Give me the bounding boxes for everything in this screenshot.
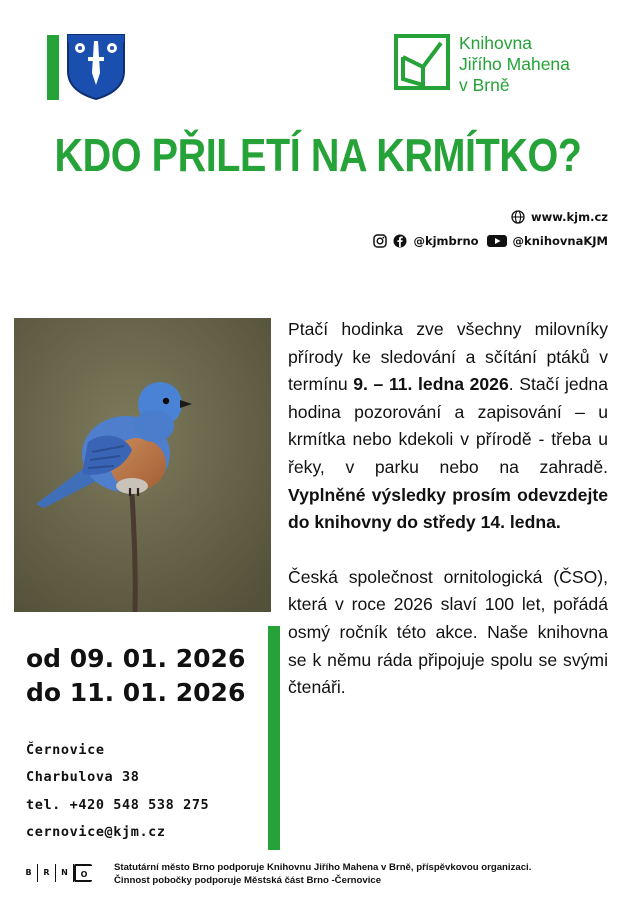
facebook-instagram-handle[interactable]: @kjmbrno [413, 234, 479, 248]
event-description [288, 316, 608, 729]
brno-letter: O [74, 864, 92, 882]
description-text: . Stačí jedna hodina pozorování a zapisování – u krmítka nebo kdekoli v přírodě - třeba u řeky, v parku nebo na zahradě. [288, 374, 608, 477]
youtube-icon[interactable] [487, 234, 507, 248]
contact-info [26, 737, 209, 846]
footer-line: Činnost pobočky podporuje Městská část Brno -Černovice [114, 875, 382, 886]
brno-letter: N [56, 864, 74, 882]
website-link[interactable]: www.kjm.cz [531, 210, 608, 224]
branch-name: Černovice [26, 742, 105, 758]
library-name-line: v Brně [459, 75, 510, 95]
description-paragraph [288, 316, 608, 537]
social-links [373, 208, 608, 256]
date-from: od 09. 01. 2026 [26, 644, 246, 673]
brno-letter: R [38, 864, 56, 882]
phone-number[interactable]: tel. +420 548 538 275 [26, 796, 210, 813]
footer-line: Statutární město Brno podporuje Knihovnu Jiřího Mahena v Brně, příspěvkovou organizaci. [114, 862, 532, 873]
email-address[interactable]: cernovice@kjm.cz [26, 823, 166, 840]
footer-note [114, 861, 531, 887]
date-to: do 11. 01. 2026 [26, 678, 246, 707]
coat-of-arms-icon [66, 33, 126, 101]
bird-image [14, 318, 271, 612]
event-dates [26, 642, 245, 710]
submission-notice: Vyplněné výsledky prosím odevzdejte do knihovny do středy 14. ledna. [288, 484, 608, 533]
street-address: Charbulova 38 [26, 769, 140, 786]
globe-icon [511, 210, 525, 224]
page-title: KDO PŘILETÍ NA KRMÍTKO? [54, 129, 582, 181]
brno-logo [20, 864, 92, 882]
description-paragraph: Česká společnost ornitologická (ČSO), která v roce 2026 slaví 100 let, pořádá osmý ročník této akce. Naše knihovna se k němu ráda připojuje spolu se svými čtenáři. [288, 566, 608, 698]
instagram-icon[interactable] [373, 234, 387, 248]
library-name [459, 33, 570, 96]
book-logo-icon [393, 33, 451, 91]
facebook-icon[interactable] [393, 234, 407, 248]
green-accent-bar [268, 626, 280, 850]
event-dates-inline: 9. – 11. ledna 2026 [353, 374, 509, 395]
library-name-line: Jiřího Mahena [459, 54, 570, 74]
brno-letter: B [20, 864, 38, 882]
description-text: Ptačí hodinka zve všechny milovníky přírody ke sledování a sčítání ptáků v termínu [288, 319, 608, 395]
bluebird-photo [14, 318, 271, 612]
website-row [373, 208, 608, 226]
handles-row [373, 232, 608, 250]
green-accent-bar [47, 35, 59, 100]
library-name-line: Knihovna [459, 33, 532, 53]
youtube-handle[interactable]: @knihovnaKJM [512, 234, 608, 248]
library-logo [393, 33, 603, 99]
